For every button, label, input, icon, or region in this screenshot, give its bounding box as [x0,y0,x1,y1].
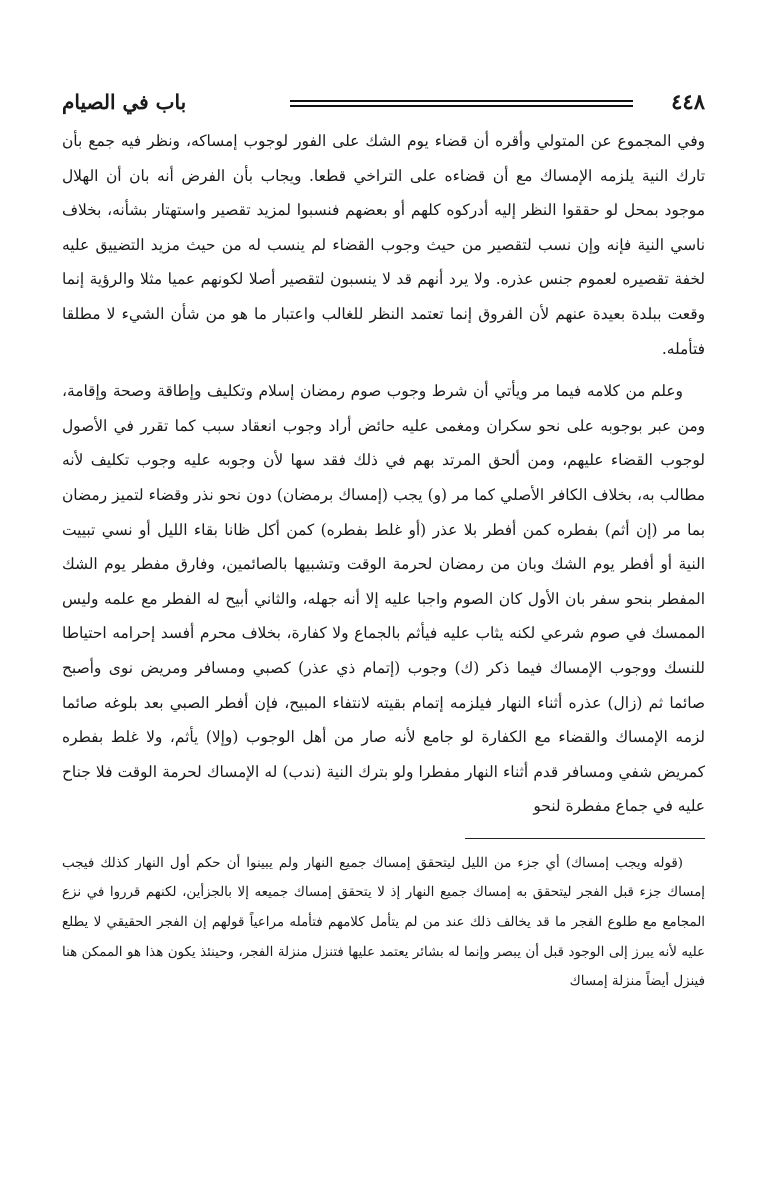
chapter-title: باب في الصيام [62,90,187,114]
book-page [62,88,705,997]
footnote [62,849,705,997]
page-number: ٤٤٨ [671,89,705,114]
header-rule [290,100,633,107]
paragraph: وفي المجموع عن المتولي وأقره أن قضاء يوم الشك على الفور لوجوب إمساكه، ونظر فيه جمع بأن تارك النية يلزمه الإمساك مع أن قضاءه على التراخي قطعا. ويجاب بأن الفرض أنه بان أن الهلال موجود بمحل لو حققوا النظر إليه أدركوه كلهم أو بعضهم فنسبوا لمزيد تقصير واستهتار بشأنه، بخلاف ناسي النية فإنه وإن نسب لتقصير من حيث وجوب القضاء لم ينسب له من حيث مزيد التضييق عليه لخفة تقصيره لعموم جنس عذره. ولا يرد أنهم قد لا ينسبون لتقصير أصلا لكونهم عميا مثلا والرؤية إنما وقعت ببلدة بعيدة عنهم لأن الفروق إنما تعتمد النظر للغالب واعتبار ما هو من شأن الشيء لا مطلقا فتأمله. [62,132,705,358]
main-text [62,124,705,824]
paragraph: وعلم من كلامه فيما مر ويأتي أن شرط وجوب صوم رمضان إسلام وتكليف وإطاقة وصحة وإقامة، ومن عبر بوجوبه على نحو سكران ومغمى عليه حائض أراد وجوب انعقاد سبب كما تقرر في الأصول لوجوب القضاء عليهم، ومن ألحق المرتد بهم في ذلك فقد سها لأن وجوبه عليه وجوب تكليف لأنه مطالب به، بخلاف الكافر الأصلي كما مر (و) يجب (إمساك برمضان) دون نحو نذر وقضاء لتميز رمضان بما مر (إن أثم) بفطره كمن أفطر بلا عذر (أو غلط بفطره) كمن أكل ظانا بقاء الليل أو نسي تبييت النية أو أفطر يوم الشك وبان من رمضان لحرمة الوقت وتشبيها بالصائمين، وفارق مفطر يوم الشك المفطر بنحو سفر بان الأول كان الصوم واجبا عليه إلا أنه جهله، والثاني أبيح له الفطر مع علمه وليس الممسك في صوم شرعي لكنه يثاب عليه فيأثم بالجماع ولا كفارة، بخلاف محرم أفسد إحرامه احتياطا للنسك ووجوب الإمساك فيما ذكر (ك) وجوب (إتمام ذي عذر) كصبي ومسافر ومريض نوى وأصبح صائما ثم (زال) عذره أثناء النهار فيلزمه إتمام بقيته لانتفاء المبيح، فإن أفطر الصبي بعد بلوغه صائما لزمه الإمساك والقضاء مع الكفارة لو جامع لأنه صار من أهل الوجوب (وإلا) يأثم، ولا غلط بفطره كمريض شفي ومسافر قدم أثناء النهار مفطرا ولو بترك النية (ندب) له الإمساك لحرمة الوقت فلا جناح عليه في جماع مفطرة لنحو [62,382,705,816]
footnote-divider [465,838,705,839]
footnote-text: (قوله ويجب إمساك) أي جزء من الليل ليتحقق إمساك جميع النهار ولم يبينوا أن حكم أول النهار كذلك فيجب إمساك جزء قبل الفجر ليتحقق به إمساك جميع النهار إذ لا يتحقق إمساك جميعه إلا بالجزأين، لكنهم قرروا في نزع المجامع مع طلوع الفجر ما قد يخالف ذلك عند من لم يتأمل كلامهم فتأمله مراعياً قولهم إن الفجر الحقيقي لا يطلع عليه لأنه يبرز إلى الوجود قبل أن يبصر وإنما له بشائر يعتمد عليها فتنزل منزلة الفجر، وحينئذ يكون هذا هو الممكن هنا فينزل أيضاً منزلة إمساك [62,855,705,990]
running-header [62,88,705,116]
